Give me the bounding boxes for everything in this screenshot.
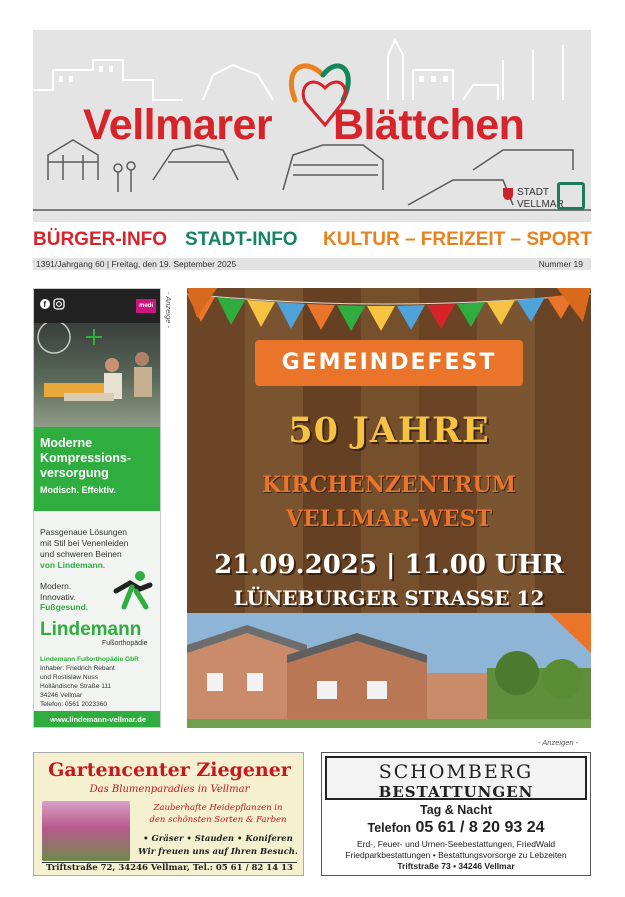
issue-number: Nummer 19	[538, 259, 583, 269]
lindemann-website-link[interactable]: www.lindemann-vellmar.de	[34, 711, 161, 728]
schomberg-name: SCHOMBERG	[378, 761, 534, 783]
body-line: und schweren Beinen	[40, 549, 122, 559]
lindemann-brand-sub: Fußorthopädie	[102, 640, 148, 647]
claim-line: Innovativ.	[40, 591, 76, 602]
ad-body-text	[40, 527, 156, 571]
garden-welcome: Wir freuen uns auf Ihren Besuch.	[138, 847, 298, 857]
garden-address: Triftstraße 72, 34246 Vellmar, Tel.: 05 61 / 82 14 13	[46, 863, 293, 873]
church-center-photo	[187, 613, 591, 728]
contact-line: Inhaber: Friedrich Rebant	[40, 665, 115, 672]
facebook-instagram-icon	[40, 298, 66, 310]
poster-date-time: 21.09.2025 | 11.00 UHR	[214, 550, 564, 580]
headline-line2: Kompressions-	[40, 451, 131, 465]
section-headline-row	[33, 229, 593, 253]
city-crest-icon	[503, 188, 513, 200]
contact-line: 34246 Vellmar	[40, 692, 83, 699]
city-logo-line2: VELLMAR	[517, 199, 564, 210]
ad-headline-block	[34, 427, 161, 511]
contact-line: Lindemann Fußorthopädie GbR	[40, 656, 139, 663]
claim-line: Fußgesund.	[40, 602, 89, 612]
gartencenter-ad[interactable]	[33, 752, 304, 876]
schomberg-services-2: Friedparkbestattungen • Bestattungsvorsorge zu Lebzeiten	[345, 850, 567, 860]
garden-subtitle: Das Blumenparadies in Vellmar	[89, 784, 250, 795]
contact-line: Holländische Straße 111	[40, 683, 112, 690]
body-line: mit Stil bei Venenleiden	[40, 538, 129, 548]
schomberg-ad[interactable]	[321, 752, 591, 876]
section-stadt-info: STADT-INFO	[185, 229, 298, 250]
garden-items: • Gräser • Stauden • Koniferen	[143, 834, 293, 844]
schomberg-phone-label: Telefon	[367, 821, 412, 835]
contact-line: Telefon: 0561 2023360	[40, 701, 108, 708]
social-icons	[40, 298, 66, 313]
schomberg-type: BESTATTUNGEN	[378, 783, 534, 801]
heather-plant-photo	[42, 801, 130, 861]
poster-line-1: KIRCHENZENTRUM	[262, 472, 516, 498]
runner-logo-icon	[110, 569, 156, 613]
schomberg-day-night: Tag & Nacht	[420, 803, 492, 817]
ad-top-bar	[34, 289, 161, 323]
city-logo-line1: STADT	[517, 187, 550, 198]
section-kultur: KULTUR – FREIZEIT – SPORT	[323, 229, 592, 250]
schomberg-phone-line	[322, 819, 590, 837]
garden-heide-line2: den schönsten Sorten & Farben	[149, 815, 287, 825]
headline-line3: versorgung	[40, 466, 109, 480]
contact-line: und Rostislaw Nuss	[40, 674, 98, 681]
section-buerger-info: BÜRGER-INFO	[33, 229, 168, 250]
gemeindefest-poster	[187, 288, 591, 728]
masthead-title-right: Blättchen	[333, 101, 525, 149]
schomberg-logo-box	[325, 756, 587, 800]
ads-label: - Anzeigen -	[538, 738, 579, 747]
bunting-flags	[187, 288, 591, 348]
ad-claim	[40, 581, 88, 613]
headline-tagline: Modisch. Effektiv.	[40, 485, 116, 495]
ad-photo-women-relaxing	[34, 323, 161, 427]
poster-banner	[255, 340, 523, 386]
city-logo	[497, 182, 585, 216]
masthead-title-left: Vellmarer	[83, 101, 273, 149]
body-line: Passgenaue Lösungen	[40, 527, 127, 537]
headline-line1: Moderne	[40, 436, 93, 450]
masthead	[33, 30, 591, 222]
poster-years: 50 JAHRE	[288, 410, 490, 451]
claim-line: Modern.	[40, 581, 72, 591]
ad-label-vertical	[164, 292, 174, 372]
issue-bar	[33, 258, 591, 270]
ad-label-text: - Anzeige -	[164, 292, 173, 328]
ad-contact	[40, 655, 158, 709]
poster-address: LÜNEBURGER STRASSE 12	[233, 586, 545, 610]
lindemann-brand: Lindemann	[40, 619, 142, 640]
garden-title: Gartencenter Ziegener	[48, 759, 291, 781]
issue-info: 1391/Jahrgang 60 | Freitag, den 19. September 2025	[36, 259, 237, 269]
schomberg-services-1: Erd-, Feuer- und Urnen-Seebestattungen, FriedWald	[356, 839, 556, 849]
lindemann-ad[interactable]	[33, 288, 161, 728]
medi-logo: medi	[136, 299, 156, 313]
garden-heide-line1: Zauberhafte Heidepflanzen in	[153, 803, 283, 813]
poster-banner-text: GEMEINDEFEST	[281, 350, 497, 375]
poster-line-2: VELLMAR-WEST	[285, 506, 493, 532]
schomberg-address: Triftstraße 73 • 34246 Vellmar	[397, 861, 515, 871]
city-mark-icon	[557, 182, 585, 210]
body-line: von Lindemann.	[40, 560, 106, 570]
schomberg-phone-number[interactable]: 05 61 / 8 20 93 24	[415, 819, 545, 836]
svg-text:f: f	[43, 300, 47, 309]
